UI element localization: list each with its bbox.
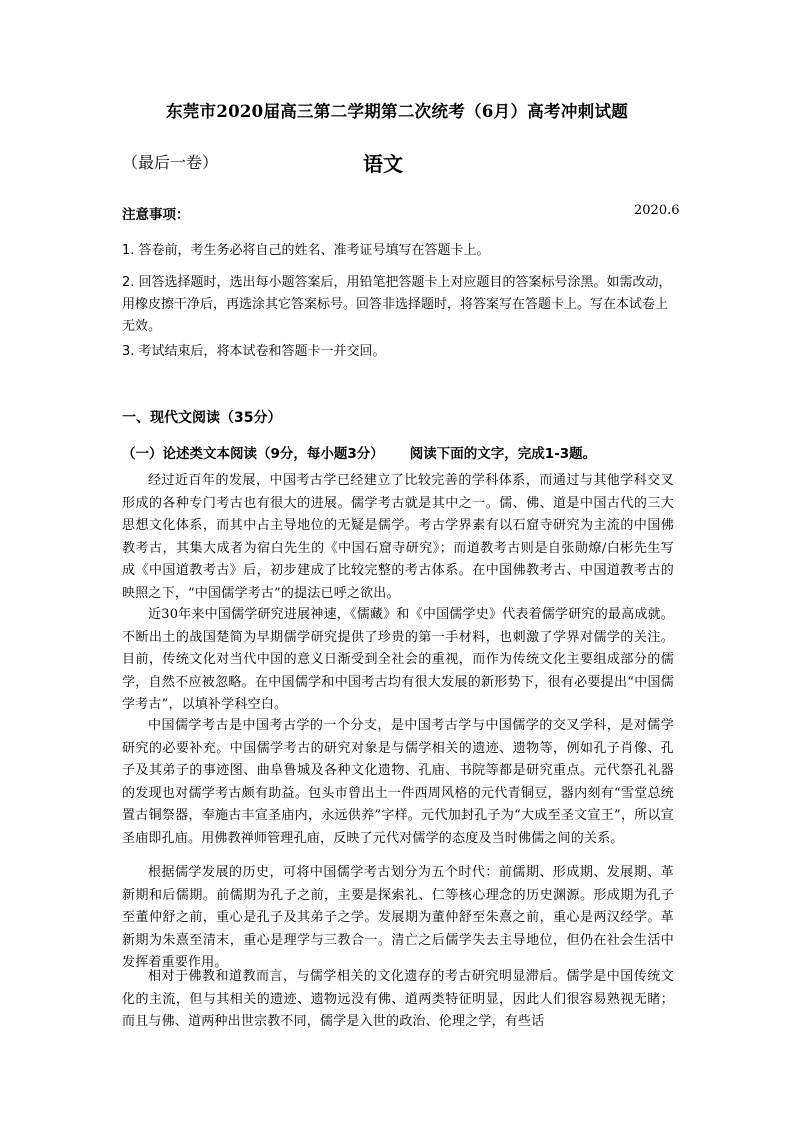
- edition-note: （最后一卷）: [122, 153, 219, 172]
- subsection-instruction: 阅读下面的文字，完成1-3题。: [409, 446, 597, 462]
- subject-title: 语文: [363, 152, 403, 176]
- notice-item-2: 2. 回答选择题时，选出每小题答案后，用铅笔把答题卡上对应题目的答案标号涂黑。如需改动，用橡皮擦干净后，再选涂其它答案标号。回答非选择题时，将答案写在答题卡上。写在本试卷上无效。: [122, 275, 672, 334]
- section-heading: 一、现代文阅读（35分）: [122, 410, 282, 426]
- exam-date: 2020.6: [634, 203, 680, 218]
- notice-item-1: 1. 答卷前，考生务必将自己的姓名、准考证号填写在答题卡上。: [122, 243, 490, 258]
- exam-title: 东莞市2020届高三第二学期第二次统考（6月）高考冲刺试题: [165, 102, 629, 121]
- body-paragraph-5: 相对于佛教和道教而言，与儒学相关的文化遗存的考古研究明显滞后。儒学是中国传统文化的主流，但与其相关的遗迹、遗物远没有佛、道两类特征明显，因此人们很容易熟视无睹；而且与佛、道两种出世宗教不同，儒学是入世的政治、伦理之学，有些话: [122, 969, 674, 1029]
- body-paragraph-4: 根据儒学发展的历史，可将中国儒学考古划分为五个时代：前儒期、形成期、发展期、革新期和后儒期。前儒期为孔子之前，主要是探索礼、仁等核心理念的历史渊源。形成期为孔子至董仲舒之前，重心是孔子及其弟子之学。发展期为董仲舒至朱熹之前，重心是两汉经学。革新期为朱熹至清末，重心是理学与三教合一。清亡之后儒学失去主导地位，但仍在社会生活中发挥着重要作用。: [122, 865, 674, 970]
- body-paragraph-2: 近30年来中国儒学研究进展神速，《儒藏》和《中国儒学史》代表着儒学研究的最高成就。不断出土的战国楚简为早期儒学研究提供了珍贵的第一手材料，也刺激了学界对儒学的关注。目前，传统文化对当代中国的意义日渐受到全社会的重视，而作为传统文化主要组成部分的儒学，自然不应被忽略。在中国儒学和中国考古均有很大发展的新形势下，很有必要提出“中国儒学考古”，以填补学科空白。: [122, 607, 674, 712]
- notice-heading: 注意事项：: [122, 207, 190, 223]
- body-paragraph-1: 经过近百年的发展，中国考古学已经建立了比较完善的学科体系，而通过与其他学科交叉形成的各种专门考古也有很大的进展。儒学考古就是其中之一。儒、佛、道是中国古代的三大思想文化体系，而其中占主导地位的无疑是儒学。考古学界素有以石窟寺研究为主流的中国佛教考古，其集大成者为宿白先生的《中国石窟寺研究》；而道教考古则是自张勋燎/白彬先生写成《中国道教考古》后，初步建成了比较完整的考古体系。在中国佛教考古、中国道教考古的映照之下，“中国儒学考古”的提法已呼之欲出。: [122, 473, 674, 601]
- subsection-label: （一）论述类文本阅读（9分，每小题3分）: [122, 446, 384, 462]
- subsection-heading: [122, 442, 596, 462]
- body-paragraph-3: 中国儒学考古是中国考古学的一个分支，是中国考古学与中国儒学的交叉学科，是对儒学研究的必要补充。中国儒学考古的研究对象是与儒学相关的遗迹、遗物等，例如孔子肖像、孔子及其弟子的事迹图、曲阜鲁城及各种文化遗物、孔庙、书院等都是研究重点。元代祭孔礼器的发现也对儒学考古颇有助益。包头市曾出土一件西周风格的元代青铜豆，器内刻有“雪堂总统置古铜祭器，奉施古丰宣圣庙内，永远供养”字样。元代加封孔子为“大成至圣文宣王”，所以宣圣庙即孔庙。用佛教禅师管理孔庙，反映了元代对儒学的态度及当时佛儒之间的关系。: [122, 718, 674, 846]
- notice-item-3: 3. 考试结束后，将本试卷和答题卡一并交回。: [122, 344, 386, 359]
